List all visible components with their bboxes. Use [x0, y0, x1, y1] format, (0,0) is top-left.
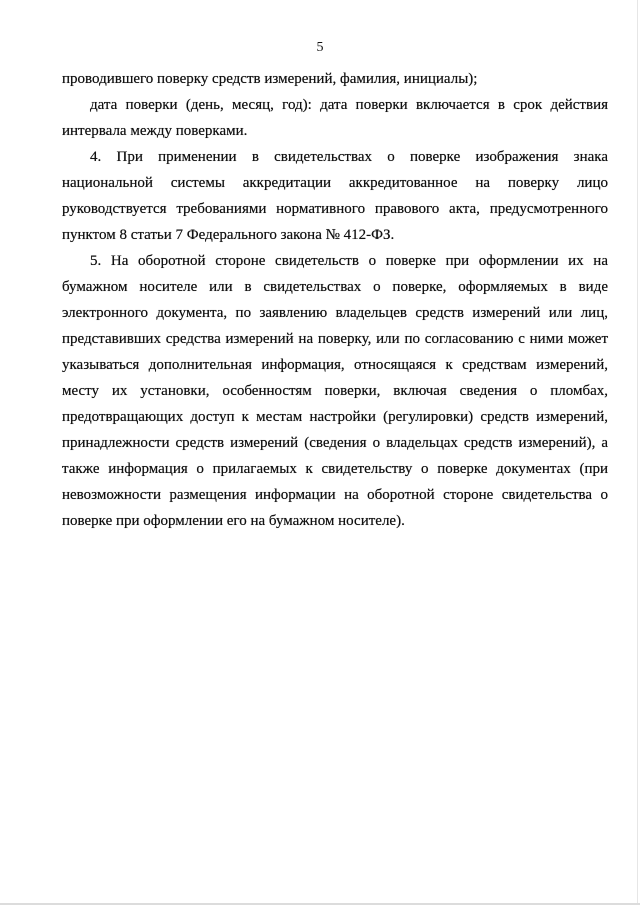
page-number: 5	[316, 40, 324, 55]
paragraph-continuation: проводившего поверку средств измерений, фамилия, инициалы);	[62, 71, 478, 87]
paragraph-verification-date: дата поверки (день, месяц, год): дата поверки включается в срок действия интервала между поверками.	[62, 97, 608, 139]
paragraph-item-4: 4. При применении в свидетельствах о поверке изображения знака национальной системы аккредитации аккредитованное на поверку лицо руководствуется требованиями нормативного правового акта, предусмотренного пунктом 8 статьи 7 Федерального закона № 412-ФЗ.	[62, 149, 608, 243]
page-edge-right	[637, 0, 638, 905]
document-body	[62, 66, 608, 534]
paragraph-item-5: 5. На оборотной стороне свидетельств о поверке при оформлении их на бумажном носителе или в свидетельствах о поверке, оформляемых в виде электронного документа, по заявлению владельцев средств измерений или лиц, представивших средства измерений на поверку, или по согласованию с ними может указываться дополнительная информация, относящаяся к средствам измерений, месту их установки, особенностям поверки, включая сведения о пломбах, предотвращающих доступ к местам настройки (регулировки) средств измерений, принадлежности средств измерений (сведения о владельцах средств измерений), а также информация о прилагаемых к свидетельству о поверке документах (при невозможности размещения информации на оборотной стороне свидетельства о поверке при оформлении его на бумажном носителе).	[62, 253, 608, 529]
